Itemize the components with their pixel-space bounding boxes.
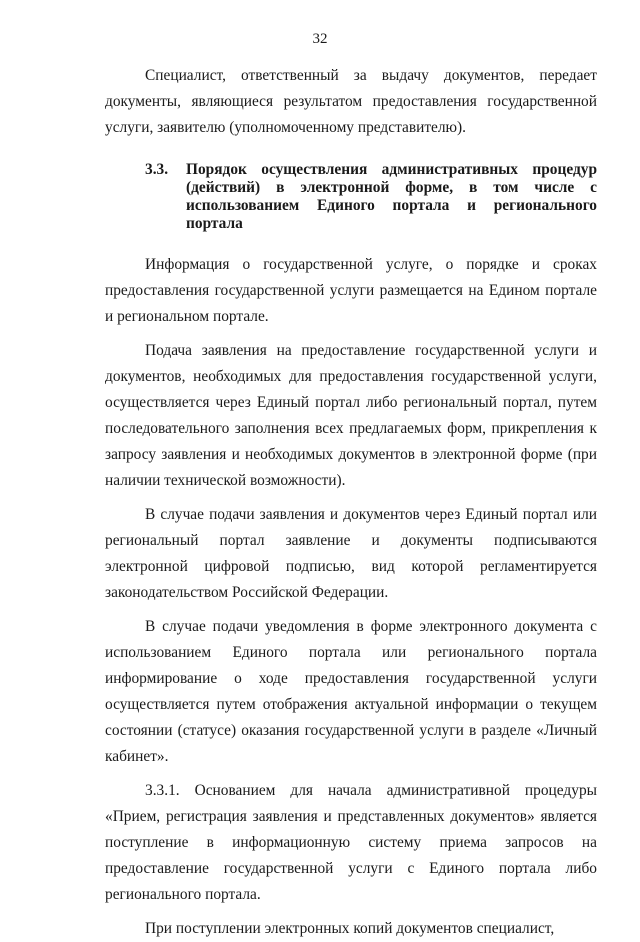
section-heading <box>145 161 597 233</box>
page-number: 32 <box>312 31 328 47</box>
paragraph-electronic-copies: При поступлении электронных копий документов специалист, <box>145 920 555 937</box>
section-title: Порядок осуществления административных процедур (действий) в электронной форме, в том числе с использованием Единого портала и регионального портала <box>186 161 597 232</box>
paragraph-notification: В случае подачи уведомления в форме электронного документа с использованием Единого портала или регионального портала информирование о ходе предоставления государственной услуги осуществляется путем отображения актуальной информации о текущем состоянии (статусе) оказания государственной услуги в разделе «Личный кабинет». <box>105 618 597 765</box>
document-body <box>105 63 597 942</box>
section-number: 3.3. <box>145 161 169 178</box>
paragraph-3-3-1: 3.3.1. Основанием для начала административной процедуры «Прием, регистрация заявления и представленных документов» является поступление в информационную систему приема запросов на предоставление государственной услуги с Единого портала либо регионального портала. <box>105 782 597 903</box>
paragraph-signature: В случае подачи заявления и документов через Единый портал или региональный портал заявление и документы подписываются электронной цифровой подписью, вид которой регламентируется законодательством Российской Федерации. <box>105 506 597 601</box>
paragraph-information: Информация о государственной услуге, о порядке и сроках предоставления государственной услуги размещается на Едином портале и региональном портале. <box>105 256 597 325</box>
paragraph-submission: Подача заявления на предоставление государственной услуги и документов, необходимых для предоставления государственной услуги, осуществляется через Единый портал либо региональный портал, путем последовательного заполнения всех предлагаемых форм, прикрепления к запросу заявления и необходимых документов в электронной форме (при наличии технической возможности). <box>105 342 597 489</box>
paragraph-transfer-documents: Специалист, ответственный за выдачу документов, передает документы, являющиеся результатом предоставления государственной услуги, заявителю (уполномоченному представителю). <box>105 67 597 136</box>
